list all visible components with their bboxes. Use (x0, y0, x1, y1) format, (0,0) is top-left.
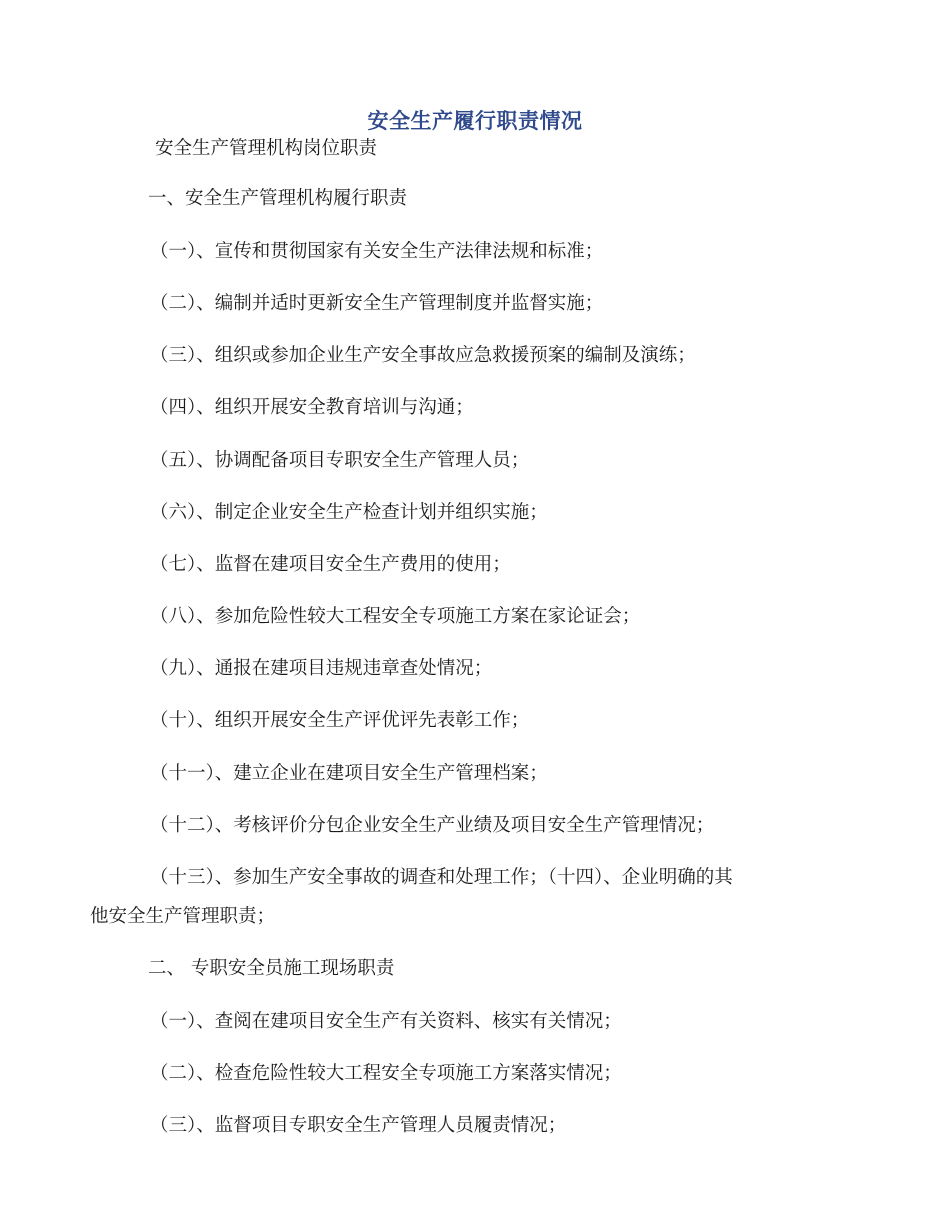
list-item: （十二）、考核评价分包企业安全生产业绩及项目安全生产管理情况； (150, 815, 715, 836)
list-item: （四）、组织开展安全教育培训与沟通； (150, 397, 474, 418)
document-subtitle: 安全生产管理机构岗位职责 (155, 138, 378, 159)
list-item-wrapped-line-1: （十三）、参加生产安全事故的调查和处理工作；（十四）、企业明确的其 (150, 867, 733, 888)
list-item-wrapped-line-2: 他安全生产管理职责； (90, 906, 276, 927)
section-1-heading: 一、安全生产管理机构履行职责 (148, 188, 408, 209)
document-title: 安全生产履行职责情况 (367, 108, 583, 133)
list-item: （二）、编制并适时更新安全生产管理制度并监督实施； (150, 293, 604, 314)
list-item: （二）、检查危险性较大工程安全专项施工方案落实情况； (150, 1063, 622, 1084)
list-item: （八）、参加危险性较大工程安全专项施工方案在家论证会； (150, 606, 641, 627)
list-item: （九）、通报在建项目违规违章查处情况； (150, 658, 493, 679)
list-item: （十）、组织开展安全生产评优评先表彰工作； (150, 710, 530, 731)
list-item: （一）、查阅在建项目安全生产有关资料、核实有关情况； (150, 1011, 622, 1032)
list-item: （三）、监督项目专职安全生产管理人员履责情况； (150, 1115, 567, 1136)
section-2-heading: 二、 专职安全员施工现场职责 (148, 958, 395, 979)
list-item: （三）、组织或参加企业生产安全事故应急救援预案的编制及演练； (150, 345, 696, 366)
list-item: （七）、监督在建项目安全生产费用的使用； (150, 554, 511, 575)
list-item: （一）、宣传和贯彻国家有关安全生产法律法规和标准； (150, 241, 604, 262)
list-item: （十一）、建立企业在建项目安全生产管理档案； (150, 763, 548, 784)
list-item: （六）、制定企业安全生产检查计划并组织实施； (150, 502, 548, 523)
list-item: （五）、协调配备项目专职安全生产管理人员； (150, 450, 530, 471)
